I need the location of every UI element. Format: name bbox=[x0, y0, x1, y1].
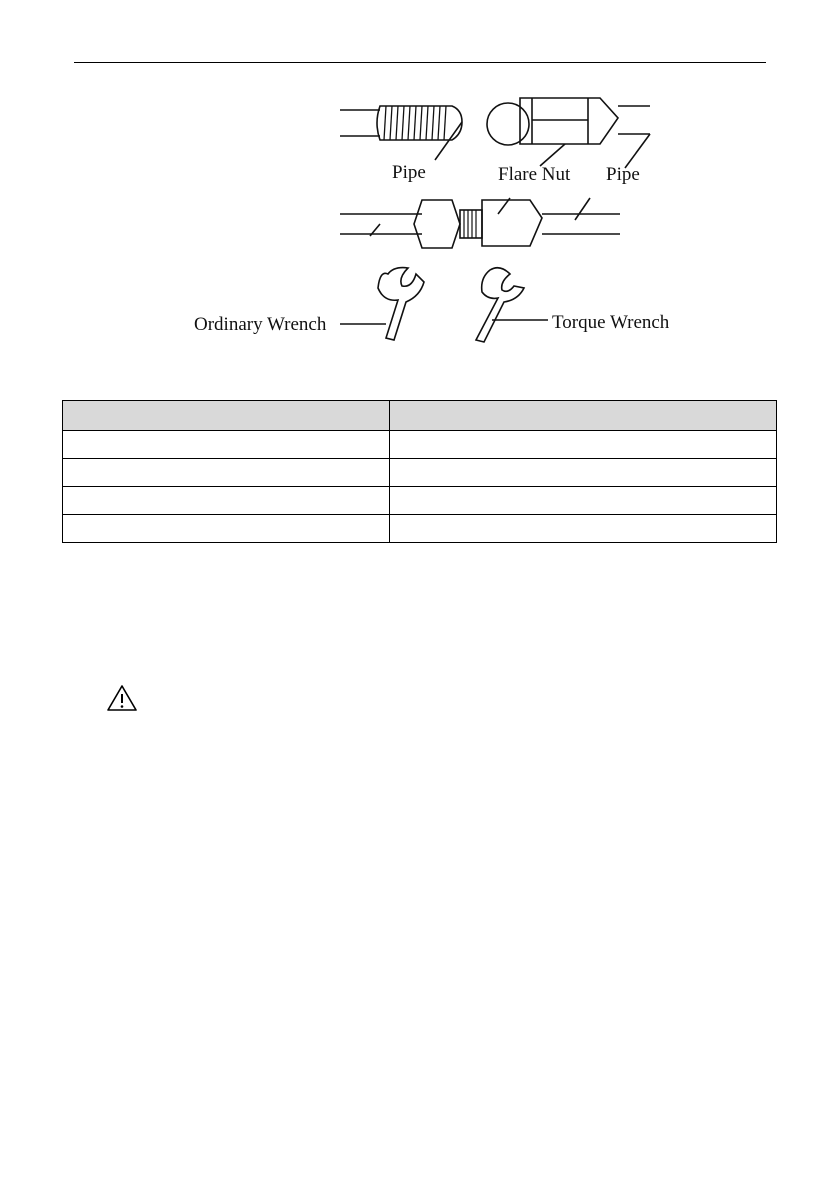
table-row bbox=[63, 515, 777, 543]
assembled-connection-drawing bbox=[340, 198, 620, 248]
table-cell bbox=[63, 487, 390, 515]
threaded-pipe-drawing bbox=[340, 106, 462, 140]
ordinary-wrench-drawing bbox=[340, 268, 424, 340]
table-header-cell bbox=[63, 401, 390, 431]
table-header-row bbox=[63, 401, 777, 431]
table-row bbox=[63, 459, 777, 487]
table-cell bbox=[390, 431, 777, 459]
label-torque-wrench: Torque Wrench bbox=[552, 312, 670, 333]
table-row bbox=[63, 431, 777, 459]
table-cell bbox=[390, 487, 777, 515]
table-header-cell bbox=[390, 401, 777, 431]
label-flare-nut: Flare Nut bbox=[498, 164, 571, 185]
flare-nut-connection-figure bbox=[180, 88, 700, 348]
header-rule bbox=[74, 62, 766, 63]
label-pipe-right: Pipe bbox=[606, 164, 640, 185]
table-row bbox=[63, 487, 777, 515]
flare-nut-on-pipe-drawing bbox=[435, 98, 650, 168]
table-cell bbox=[63, 459, 390, 487]
torque-table bbox=[62, 400, 777, 543]
torque-wrench-drawing bbox=[476, 268, 548, 342]
label-ordinary-wrench: Ordinary Wrench bbox=[194, 314, 327, 335]
table-cell bbox=[390, 459, 777, 487]
table-cell bbox=[63, 515, 390, 543]
table-cell bbox=[390, 515, 777, 543]
table-cell bbox=[63, 431, 390, 459]
label-pipe-left: Pipe bbox=[392, 162, 426, 183]
warning-triangle-icon bbox=[106, 684, 138, 712]
